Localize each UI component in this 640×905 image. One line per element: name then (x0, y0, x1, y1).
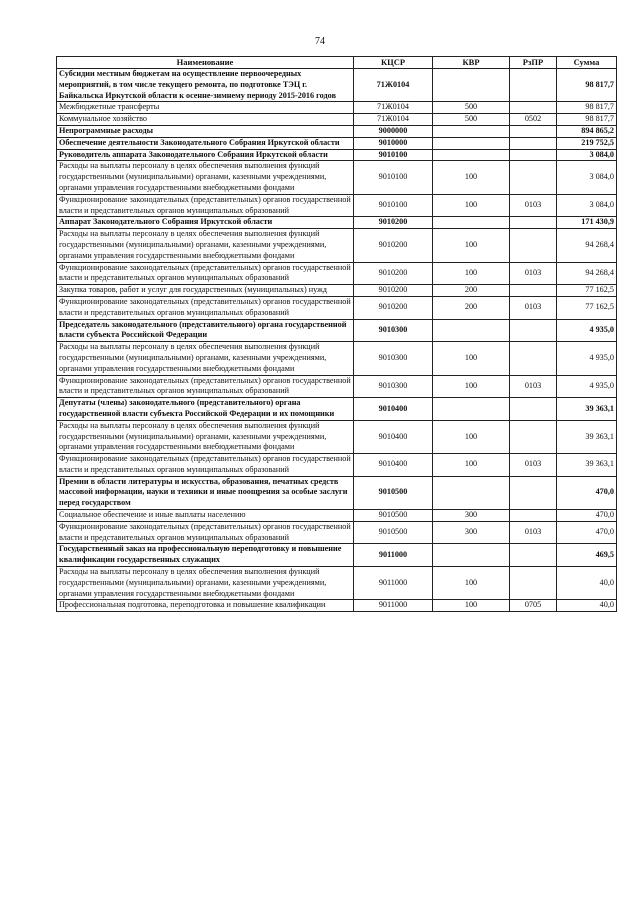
table-row (57, 521, 617, 544)
table-row (57, 296, 617, 319)
cell-code: 9010400 (354, 398, 433, 421)
cell-kvr (433, 217, 510, 229)
cell-sum: 3 084,0 (557, 194, 617, 217)
cell-code: 9010100 (354, 161, 433, 194)
cell-sum: 77 162,5 (557, 285, 617, 297)
cell-name: Функционирование законодательных (представительных) органов государственной власти и представительных органов муниципальных образований (57, 454, 354, 477)
cell-name: Непрограммные расходы (57, 125, 354, 137)
cell-kvr: 100 (433, 262, 510, 285)
cell-kvr (433, 69, 510, 102)
cell-rzpr (510, 229, 557, 262)
table-row (57, 544, 617, 567)
cell-rzpr (510, 510, 557, 522)
cell-kvr (433, 125, 510, 137)
cell-name: Расходы на выплаты персоналу в целях обеспечения выполнения функций государственными (муниципальными) органами, казенными учреждениями, органами управления государственными внебюджетными фондами (57, 420, 354, 453)
table-row (57, 69, 617, 102)
cell-kvr: 100 (433, 420, 510, 453)
cell-rzpr: 0103 (510, 454, 557, 477)
cell-name: Функционирование законодательных (представительных) органов государственной власти и представительных органов муниципальных образований (57, 296, 354, 319)
cell-code: 9010200 (354, 296, 433, 319)
cell-name: Межбюджетные трансферты (57, 102, 354, 114)
cell-name: Руководитель аппарата Законодательного Собрания Иркутской области (57, 149, 354, 161)
cell-code: 9010100 (354, 194, 433, 217)
header-name: Наименование (57, 57, 354, 69)
cell-code: 9011000 (354, 600, 433, 612)
cell-kvr: 100 (433, 194, 510, 217)
cell-rzpr: 0103 (510, 375, 557, 398)
cell-rzpr (510, 137, 557, 149)
table-row (57, 510, 617, 522)
cell-code: 9010200 (354, 229, 433, 262)
cell-code: 9010200 (354, 217, 433, 229)
cell-kvr: 500 (433, 114, 510, 126)
cell-kvr: 100 (433, 229, 510, 262)
cell-kvr: 200 (433, 285, 510, 297)
cell-code: 9010000 (354, 137, 433, 149)
cell-rzpr (510, 476, 557, 509)
cell-sum: 77 162,5 (557, 296, 617, 319)
cell-kvr: 300 (433, 510, 510, 522)
table-row (57, 285, 617, 297)
cell-rzpr (510, 161, 557, 194)
cell-kvr (433, 544, 510, 567)
cell-code: 9011000 (354, 544, 433, 567)
cell-sum: 171 430,9 (557, 217, 617, 229)
cell-name: Функционирование законодательных (представительных) органов государственной власти и представительных органов муниципальных образований (57, 521, 354, 544)
cell-kvr: 100 (433, 567, 510, 600)
table-row (57, 420, 617, 453)
cell-code: 9010200 (354, 262, 433, 285)
table-row (57, 398, 617, 421)
cell-sum: 4 935,0 (557, 342, 617, 375)
cell-name: Коммунальное хозяйство (57, 114, 354, 126)
cell-rzpr (510, 149, 557, 161)
cell-rzpr (510, 420, 557, 453)
cell-code: 9010100 (354, 149, 433, 161)
cell-code: 9010500 (354, 521, 433, 544)
cell-rzpr (510, 319, 557, 342)
cell-sum: 94 268,4 (557, 262, 617, 285)
cell-name: Социальное обеспечение и иные выплаты населению (57, 510, 354, 522)
cell-rzpr: 0103 (510, 521, 557, 544)
table-row (57, 454, 617, 477)
cell-sum: 3 084,0 (557, 149, 617, 161)
cell-sum: 219 752,5 (557, 137, 617, 149)
cell-sum: 4 935,0 (557, 375, 617, 398)
cell-rzpr (510, 398, 557, 421)
table-row (57, 342, 617, 375)
cell-sum: 3 084,0 (557, 161, 617, 194)
table-row (57, 194, 617, 217)
cell-kvr: 500 (433, 102, 510, 114)
cell-sum: 40,0 (557, 600, 617, 612)
table-row (57, 125, 617, 137)
cell-kvr: 100 (433, 375, 510, 398)
cell-name: Функционирование законодательных (представительных) органов государственной власти и представительных органов муниципальных образований (57, 375, 354, 398)
table-row (57, 229, 617, 262)
header-kvr: КВР (433, 57, 510, 69)
header-sum: Сумма (557, 57, 617, 69)
cell-kvr: 100 (433, 454, 510, 477)
cell-kvr: 100 (433, 600, 510, 612)
cell-code: 9010300 (354, 375, 433, 398)
table-row (57, 102, 617, 114)
cell-rzpr (510, 342, 557, 375)
cell-rzpr: 0103 (510, 262, 557, 285)
table-header-row (57, 57, 617, 69)
cell-kvr (433, 137, 510, 149)
cell-sum: 98 817,7 (557, 69, 617, 102)
table-row (57, 262, 617, 285)
cell-rzpr (510, 567, 557, 600)
cell-name: Аппарат Законодательного Собрания Иркутской области (57, 217, 354, 229)
cell-sum: 40,0 (557, 567, 617, 600)
cell-kvr (433, 149, 510, 161)
table-row (57, 476, 617, 509)
cell-sum: 469,5 (557, 544, 617, 567)
table-row (57, 217, 617, 229)
cell-sum: 894 865,2 (557, 125, 617, 137)
cell-code: 9010300 (354, 319, 433, 342)
cell-code: 71Ж0104 (354, 69, 433, 102)
cell-kvr: 300 (433, 521, 510, 544)
cell-sum: 94 268,4 (557, 229, 617, 262)
cell-rzpr (510, 102, 557, 114)
cell-sum: 470,0 (557, 476, 617, 509)
cell-rzpr: 0103 (510, 296, 557, 319)
cell-sum: 470,0 (557, 510, 617, 522)
cell-sum: 470,0 (557, 521, 617, 544)
cell-sum: 39 363,1 (557, 398, 617, 421)
table-row (57, 137, 617, 149)
table-row (57, 567, 617, 600)
table-row (57, 600, 617, 612)
header-code: КЦСР (354, 57, 433, 69)
cell-sum: 4 935,0 (557, 319, 617, 342)
cell-code: 9010400 (354, 454, 433, 477)
cell-code: 71Ж0104 (354, 114, 433, 126)
cell-code: 9010200 (354, 285, 433, 297)
cell-name: Обеспечение деятельности Законодательного Собрания Иркутской области (57, 137, 354, 149)
cell-sum: 39 363,1 (557, 454, 617, 477)
cell-rzpr (510, 544, 557, 567)
cell-code: 9010400 (354, 420, 433, 453)
cell-kvr: 100 (433, 161, 510, 194)
cell-kvr (433, 476, 510, 509)
cell-name: Субсидии местным бюджетам на осуществление первоочередных мероприятий, в том числе текущего ремонта, по подготовке ТЭЦ г. Байкальска Иркутской области к осенне-зимнему периоду 2015-2016 годов (57, 69, 354, 102)
cell-kvr (433, 398, 510, 421)
cell-rzpr (510, 285, 557, 297)
cell-name: Расходы на выплаты персоналу в целях обеспечения выполнения функций государственными (муниципальными) органами, казенными учреждениями, органами управления государственными внебюджетными фондами (57, 229, 354, 262)
cell-sum: 39 363,1 (557, 420, 617, 453)
cell-name: Расходы на выплаты персоналу в целях обеспечения выполнения функций государственными (муниципальными) органами, казенными учреждениями, органами управления государственными внебюджетными фондами (57, 567, 354, 600)
cell-name: Государственный заказ на профессиональную переподготовку и повышение квалификации государственных служащих (57, 544, 354, 567)
cell-rzpr: 0705 (510, 600, 557, 612)
table-row (57, 375, 617, 398)
cell-name: Председатель законодательного (представительного) органа государственной власти субъекта Российской Федерации (57, 319, 354, 342)
cell-rzpr: 0103 (510, 194, 557, 217)
cell-rzpr (510, 125, 557, 137)
cell-code: 9010500 (354, 510, 433, 522)
cell-name: Депутаты (члены) законодательного (представительного) органа государственной власти субъекта Российской Федерации и их помощники (57, 398, 354, 421)
cell-name: Расходы на выплаты персоналу в целях обеспечения выполнения функций государственными (муниципальными) органами, казенными учреждениями, органами управления государственными внебюджетными фондами (57, 161, 354, 194)
cell-name: Закупка товаров, работ и услуг для государственных (муниципальных) нужд (57, 285, 354, 297)
cell-code: 9010500 (354, 476, 433, 509)
table-row (57, 114, 617, 126)
table-row (57, 149, 617, 161)
cell-sum: 98 817,7 (557, 114, 617, 126)
cell-code: 71Ж0104 (354, 102, 433, 114)
cell-name: Функционирование законодательных (представительных) органов государственной власти и представительных органов муниципальных образований (57, 194, 354, 217)
cell-code: 9000000 (354, 125, 433, 137)
cell-kvr (433, 319, 510, 342)
table-row (57, 161, 617, 194)
cell-code: 9010300 (354, 342, 433, 375)
cell-rzpr (510, 69, 557, 102)
cell-rzpr (510, 217, 557, 229)
page-number: 74 (315, 36, 325, 47)
cell-code: 9011000 (354, 567, 433, 600)
cell-sum: 98 817,7 (557, 102, 617, 114)
cell-name: Профессиональная подготовка, переподготовка и повышение квалификации (57, 600, 354, 612)
budget-table (56, 56, 617, 612)
header-rzpr: РзПР (510, 57, 557, 69)
cell-kvr: 100 (433, 342, 510, 375)
cell-name: Расходы на выплаты персоналу в целях обеспечения выполнения функций государственными (муниципальными) органами, казенными учреждениями, органами управления государственными внебюджетными фондами (57, 342, 354, 375)
table-row (57, 319, 617, 342)
cell-kvr: 200 (433, 296, 510, 319)
cell-name: Премии в области литературы и искусства, образования, печатных средств массовой информации, науки и техники и иные поощрения за особые заслуги перед государством (57, 476, 354, 509)
cell-name: Функционирование законодательных (представительных) органов государственной власти и представительных органов муниципальных образований (57, 262, 354, 285)
cell-rzpr: 0502 (510, 114, 557, 126)
